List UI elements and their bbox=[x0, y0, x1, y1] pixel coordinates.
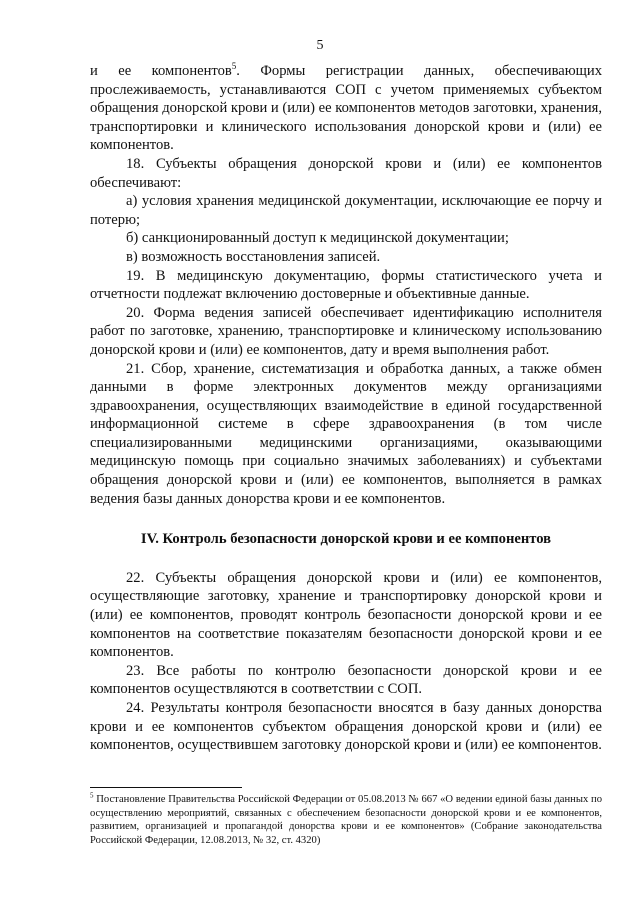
footnote-reference: 5 bbox=[231, 61, 237, 72]
footnote-divider bbox=[90, 787, 242, 788]
document-body bbox=[90, 62, 602, 755]
paragraph-21: 21. Сбор, хранение, систематизация и обработка данных, а также обмен данными в форме электронных документов между организациями здравоохранения, осуществляющих взаимодействие в единой государственной информационной системе в сфере здравоохранения (в том числе специализированными медицинскими организациями, оказывающими медицинскую помощь при социально значимых заболеваниях) и субъектами обращения донорской крови и (или) ее компонентов, выполняется в рамках ведения базы данных донорства крови и ее компонентов. bbox=[90, 360, 602, 507]
section-heading: IV. Контроль безопасности донорской крови и ее компонентов bbox=[140, 531, 552, 548]
page-number: 5 bbox=[316, 38, 324, 53]
paragraph-18-a: а) условия хранения медицинской документации, исключающие ее порчу и потерю; bbox=[90, 193, 602, 228]
paragraph-18: 18. Субъекты обращения донорской крови и (или) ее компонентов обеспечивают: bbox=[90, 155, 602, 191]
paragraph-24: 24. Результаты контроля безопасности вносятся в базу данных донорства крови и ее компонентов субъектом обращения донорской крови и (или) ее компонентов, осуществившем заготовку донорской крови и (или) ее компонентов. bbox=[90, 700, 602, 754]
paragraph-23: 23. Все работы по контролю безопасности донорской крови и ее компонентов осуществляются в соответствии с СОП. bbox=[90, 662, 602, 698]
paragraph-18-b: б) санкционированный доступ к медицинской документации; bbox=[126, 230, 509, 247]
footnote-marker: 5 bbox=[90, 791, 94, 800]
paragraph-18-c: в) возможность восстановления записей. bbox=[126, 248, 381, 265]
footnote bbox=[90, 793, 602, 847]
paragraph-22: 22. Субъекты обращения донорской крови и (или) ее компонентов, осуществляющие заготовку, хранение и транспортировку донорской крови и (или) ее компонентов, проводят контроль безопасности донорской крови и ее компонентов на соответствие показателям безопасности донорской крови и ее компонентов. bbox=[90, 569, 602, 661]
paragraph-continuation-rest: . Формы регистрации данных, обеспечивающих прослеживаемость, устанавливаются СОП с учетом применяемых субъектом обращения донорской крови и (или) ее компонентов методов заготовки, хранения, транспортировки и клинического использования донорской крови и (или) ее компонентов. bbox=[90, 63, 603, 154]
paragraph-20: 20. Форма ведения записей обеспечивает идентификацию исполнителя работ по заготовке, хранению, транспортировке и клиническому использованию донорской крови и (или) ее компонентов, дату и время выполнения работ. bbox=[90, 304, 602, 358]
footnote-text: Постановление Правительства Российской Федерации от 05.08.2013 № 667 «О ведении единой базы данных по осуществлению мероприятий, связанных с обеспечением безопасности донорской крови и ее компонентов, развитием, организацией и пропагандой донорства крови и ее компонентов» (Собрание законодательства Российской Федерации, 12.08.2013, № 32, ст. 4320) bbox=[90, 794, 602, 846]
paragraph-19: 19. В медицинскую документацию, формы статистического учета и отчетности подлежат включению достоверные и объективные данные. bbox=[90, 267, 602, 303]
paragraph-continuation bbox=[90, 62, 602, 155]
paragraph-continuation-start: и ее компонентов bbox=[90, 63, 232, 79]
